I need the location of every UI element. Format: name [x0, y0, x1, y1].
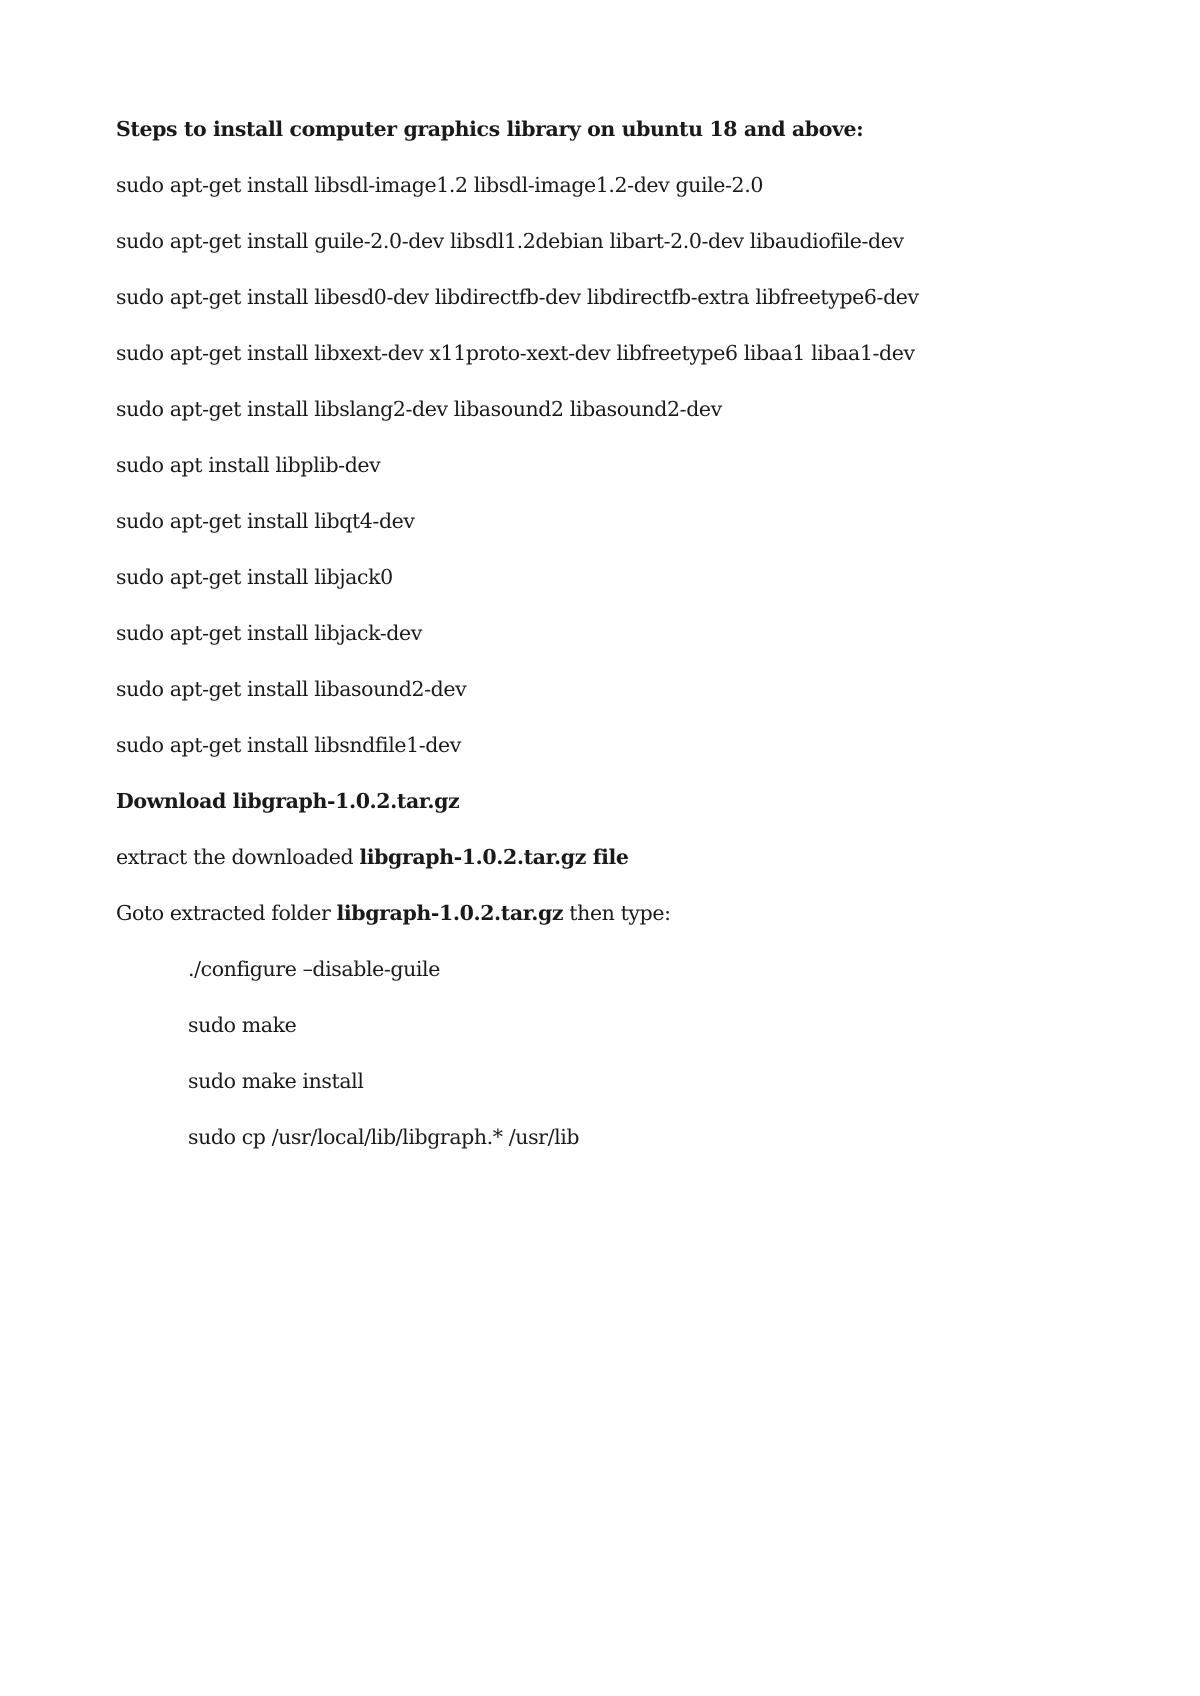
command-line: sudo apt-get install libqt4-dev: [116, 509, 415, 533]
command-line: sudo apt-get install libslang2-dev libasound2 libasound2-dev: [116, 397, 722, 421]
build-step: ./configure –disable-guile: [188, 957, 440, 981]
goto-suffix: then type:: [563, 901, 671, 925]
goto-folder-name: libgraph-1.0.2.tar.gz: [336, 901, 564, 925]
command-line: sudo apt-get install libasound2-dev: [116, 677, 467, 701]
command-line: sudo apt-get install libxext-dev x11proto-xext-dev libfreetype6 libaa1 libaa1-dev: [116, 341, 915, 365]
command-line: sudo apt-get install libsndfile1-dev: [116, 733, 461, 757]
command-line: sudo apt-get install libesd0-dev libdirectfb-dev libdirectfb-extra libfreetype6-dev: [116, 285, 919, 309]
command-line: sudo apt-get install libjack0: [116, 565, 393, 589]
download-instruction: Download libgraph-1.0.2.tar.gz: [116, 789, 460, 813]
build-step: sudo make: [188, 1013, 297, 1037]
extract-instruction: [116, 842, 1116, 898]
extract-prefix: extract the downloaded: [116, 845, 360, 869]
command-line: sudo apt-get install guile-2.0-dev libsdl1.2debian libart-2.0-dev libaudiofile-dev: [116, 229, 904, 253]
build-step: sudo cp /usr/local/lib/libgraph.* /usr/lib: [188, 1125, 580, 1149]
document-heading: Steps to install computer graphics library on ubuntu 18 and above:: [116, 117, 864, 141]
goto-instruction: [116, 898, 1116, 954]
goto-prefix: Goto extracted folder: [116, 901, 337, 925]
command-line: sudo apt install libplib-dev: [116, 453, 381, 477]
build-step: sudo make install: [188, 1069, 364, 1093]
command-line: sudo apt-get install libsdl-image1.2 libsdl-image1.2-dev guile-2.0: [116, 173, 763, 197]
command-line: sudo apt-get install libjack-dev: [116, 621, 422, 645]
document-body: [116, 114, 1116, 1178]
extract-filename: libgraph-1.0.2.tar.gz file: [359, 845, 629, 869]
